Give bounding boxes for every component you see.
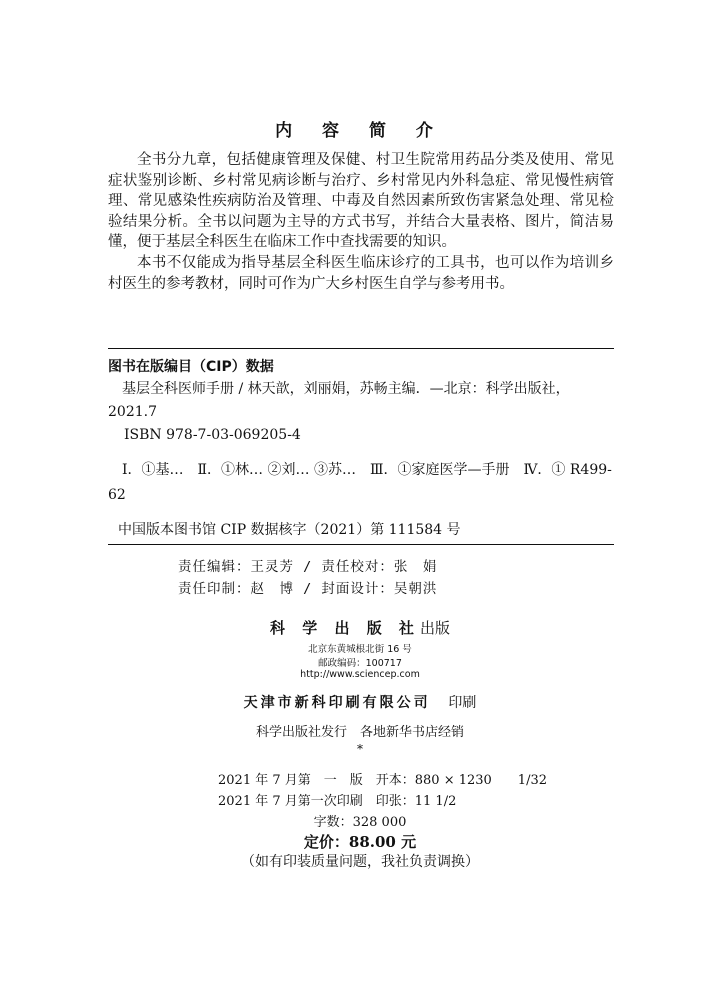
separator-star: * (357, 742, 363, 756)
cip-classification: Ⅰ．①基… Ⅱ．①林… ②刘… ③苏… Ⅲ．①家庭医学—手册 Ⅳ．① R499-62 (108, 462, 612, 503)
publisher-postcode: 邮政编码：100717 (318, 658, 402, 669)
word-count: 字数：328 000 (313, 815, 407, 830)
edition-line-2: 2021 年 7 月第一次印刷 印张：11 1/2 (218, 794, 457, 809)
cip-number: 中国版本图书馆 CIP 数据核字（2021）第 111584 号 (118, 522, 461, 538)
printer-suffix: 印刷 (448, 695, 477, 711)
divider-bottom (108, 544, 614, 545)
staff-editors: 责任编辑：王灵芳 / 责任校对：张 娟 (178, 559, 438, 575)
intro-paragraph-1: 全书分九章，包括健康管理及保健、村卫生院常用药品分类及使用、常见症状鉴别诊断、乡村常见病诊断与治疗、乡村常见内外科急症、常见慢性病管理、常见感染性疾病防治及管理、中毒及自然因素所致伤害紧急处理、常见检验结果分析。全书以问题为主导的方式书写，并结合大量表格、图片，简洁易懂，便于基层全科医生在临床工作中查找需要的知识。 (108, 152, 614, 250)
cip-heading: 图书在版编目（CIP）数据 (108, 359, 274, 375)
printer-name: 天津市新科印刷有限公司 (243, 695, 431, 711)
publisher-name: 科 学 出 版 社 (270, 619, 420, 637)
intro-paragraph-2: 本书不仅能成为指导基层全科医生临床诊疗的工具书，也可以作为培训乡村医生的参考教材，同时可作为广大乡村医生自学与参考用书。 (108, 255, 614, 292)
page-title: 内 容 简 介 (275, 121, 445, 141)
publisher-line (0, 617, 720, 638)
quality-notice: （如有印装质量问题，我社负责调换） (241, 854, 479, 870)
price: 定价：88.00 元 (303, 833, 417, 851)
staff-production: 责任印制：赵 博 / 封面设计：吴朝洪 (178, 581, 438, 597)
printer-line (0, 692, 720, 712)
distribution-line: 科学出版社发行 各地新华书店经销 (255, 725, 464, 740)
publisher-address: 北京东黄城根北街 16 号 (308, 644, 412, 655)
divider-top (108, 348, 614, 349)
edition-line-1: 2021 年 7 月第 一 版 开本：880 × 1230 1/32 (218, 773, 547, 788)
isbn: ISBN 978-7-03-069205-4 (124, 427, 301, 443)
publisher-website: http://www.sciencep.com (300, 669, 420, 680)
publisher-suffix: 出版 (419, 619, 450, 637)
cip-record: 基层全科医师手册 / 林天歆，刘丽娟，苏畅主编．—北京：科学出版社，2021.7 (108, 381, 570, 420)
